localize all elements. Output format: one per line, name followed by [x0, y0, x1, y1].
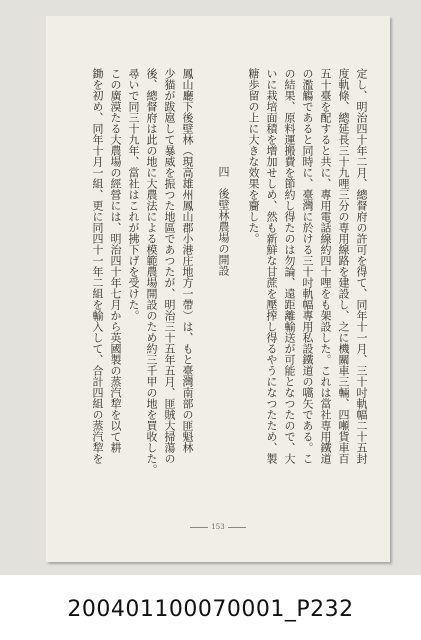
- text-column: いに栽培面積を增加せしめ、然も新鮮な甘蔗を壓搾し得るやうになつたため、製: [265, 68, 278, 464]
- text-column: 度軌條、總延長三十九哩三分の専用線路を建設し、之に機關車三輛、四噸貨車百: [337, 68, 350, 464]
- page-number: [46, 523, 390, 531]
- section-heading: 四 後壁林農場の開設: [217, 166, 230, 276]
- text-column: 定し、明治四十年二月、總督府の許可を得て、同年十一月、三十吋軌幅二十五封: [355, 68, 368, 464]
- text-column: 少猫が跋扈して暴威を振つた地區であつたが、明治三十五年五月、匪賊大掃蕩の: [163, 68, 176, 464]
- text-column: 五十臺を配すると共に、專用電話線約四十哩をも架設した。これは當社専用鐵道: [319, 68, 332, 464]
- text-column: 鳳山廳下後壁林（現高雄州鳳山郡小港庄地方一帶）は、もと臺灣南部の匪魁林: [181, 68, 194, 453]
- text-column: の濫觴であると同時に、臺灣に於ける三十吋軌幅專用私設鐵道の嚆矢である。こ: [301, 68, 314, 464]
- text-column: 糖歩留の上に大きな效果を齎した。: [247, 68, 260, 244]
- text-column: 鋤を初め、同年十月一組、更に同四十一年二組を輸入して、合計四組の蒸汽犂を: [91, 68, 104, 464]
- text-column: この廣漠たる大農場の經營には、明治四十年七月から英國製の蒸汽犂を以て耕: [109, 68, 122, 453]
- text-column: 後、總督府は此の地に大農法による模範農場開設のため約三千甲の地を買收した。: [145, 68, 158, 475]
- archive-id-caption: 200401100070001_P232: [67, 597, 354, 622]
- text-column: の結果、原料運搬費を節約し得たのは勿論、遠距離輸送が可能となつたので、大: [283, 68, 296, 464]
- page-number-value: 153: [211, 523, 225, 531]
- document-page: [46, 16, 390, 562]
- text-column: 尋いで同三十九年、當社はこれが拂下げを受けた。: [127, 68, 140, 321]
